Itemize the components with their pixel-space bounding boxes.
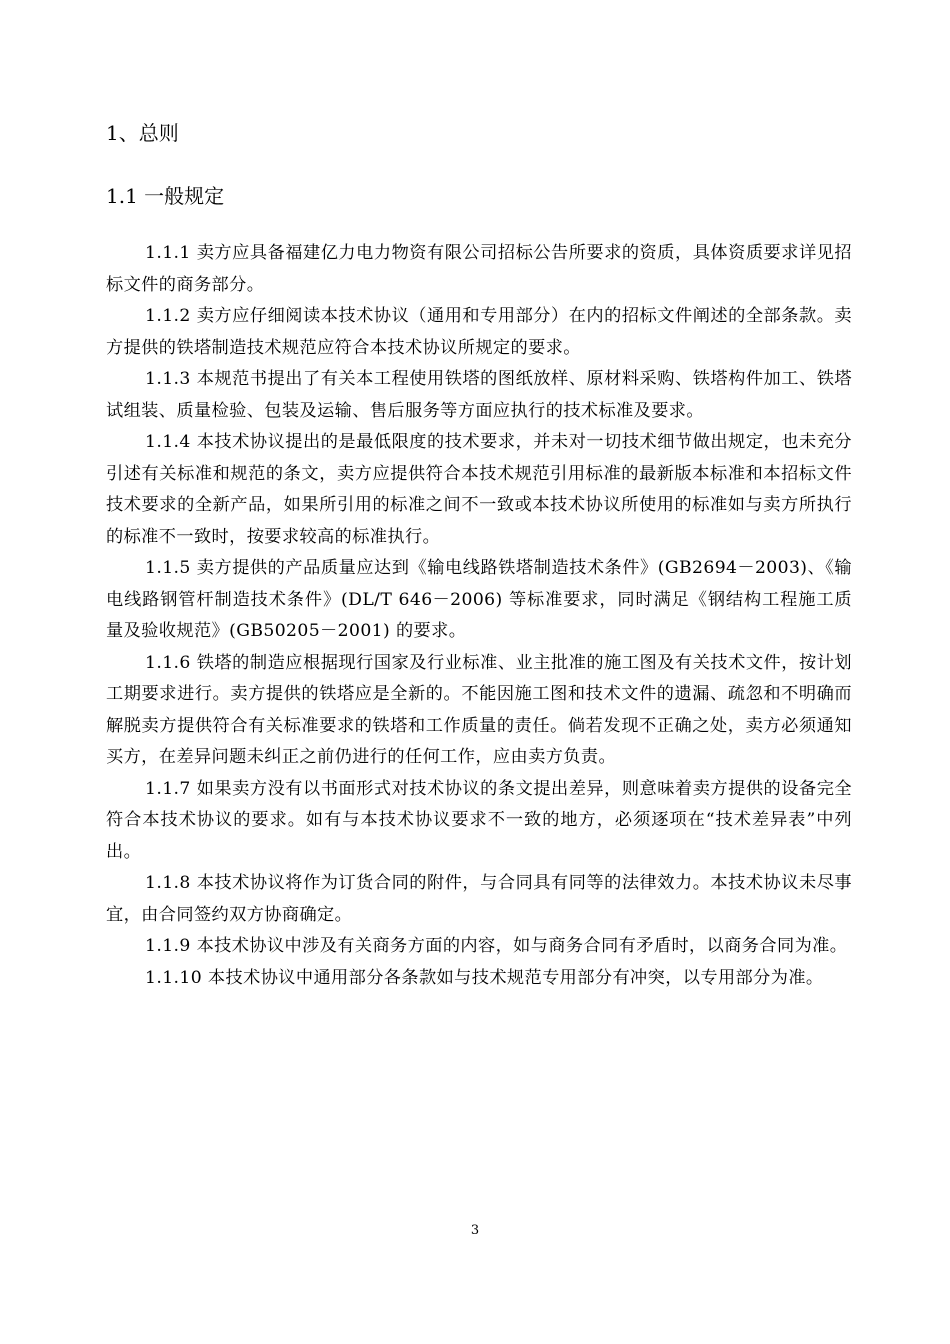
paragraph-1-1-9: 1.1.9 本技术协议中涉及有关商务方面的内容，如与商务合同有矛盾时，以商务合同为准。: [145, 936, 848, 956]
paragraph-1-1-3: 1.1.3 本规范书提出了有关本工程使用铁塔的图纸放样、原材料采购、铁塔构件加工、铁塔试组装、质量检验、包装及运输、售后服务等方面应执行的技术标准及要求。: [106, 369, 852, 421]
body-text: [106, 238, 852, 994]
paragraph-1-1-10: 1.1.10 本技术协议中通用部分各条款如与技术规范专用部分有冲突，以专用部分为准。: [145, 967, 824, 988]
document-page: [106, 0, 852, 1344]
paragraph-1-1-7: 1.1.7 如果卖方没有以书面形式对技术协议的条文提出差异，则意味着卖方提供的设备完全符合本技术协议的要求。如有与本技术协议要求不一致的地方，必须逐项在“技术差异表”中列出。: [106, 778, 852, 862]
paragraph-1-1-8: 1.1.8 本技术协议将作为订货合同的附件，与合同具有同等的法律效力。本技术协议未尽事宜，由合同签约双方协商确定。: [106, 873, 852, 925]
page-number: 3: [470, 1223, 480, 1238]
paragraph-1-1-5: 1.1.5 卖方提供的产品质量应达到《输电线路铁塔制造技术条件》(GB2694－2003)、《输电线路钢管杆制造技术条件》(DL/T 646－2006) 等标准要求，同时满足《钢结构工程施工质量及验收规范》(GB50205－2001) 的要求。: [106, 558, 852, 641]
section-heading: 1、总则: [106, 121, 179, 145]
paragraph-1-1-4: 1.1.4 本技术协议提出的是最低限度的技术要求，并未对一切技术细节做出规定，也未充分引述有关标准和规范的条文，卖方应提供符合本技术规范引用标准的最新版本标准和本招标文件技术要求的全新产品，如果所引用的标准之间不一致或本技术协议所使用的标准如与卖方所执行的标准不一致时，按要求较高的标准执行。: [106, 432, 852, 547]
paragraph-1-1-6: 1.1.6 铁塔的制造应根据现行国家及行业标准、业主批准的施工图及有关技术文件，按计划工期要求进行。卖方提供的铁塔应是全新的。不能因施工图和技术文件的遗漏、疏忽和不明确而解脱卖方提供符合有关标准要求的铁塔和工作质量的责任。倘若发现不正确之处，卖方必须通知买方，在差异问题未纠正之前仍进行的任何工作，应由卖方负责。: [106, 652, 852, 767]
subsection-heading: 1.1 一般规定: [106, 184, 225, 208]
paragraph-1-1-2: 1.1.2 卖方应仔细阅读本技术协议（通用和专用部分）在内的招标文件阐述的全部条款。卖方提供的铁塔制造技术规范应符合本技术协议所规定的要求。: [106, 306, 852, 358]
paragraph-1-1-1: 1.1.1 卖方应具备福建亿力电力物资有限公司招标公告所要求的资质，具体资质要求详见招标文件的商务部分。: [106, 243, 852, 295]
